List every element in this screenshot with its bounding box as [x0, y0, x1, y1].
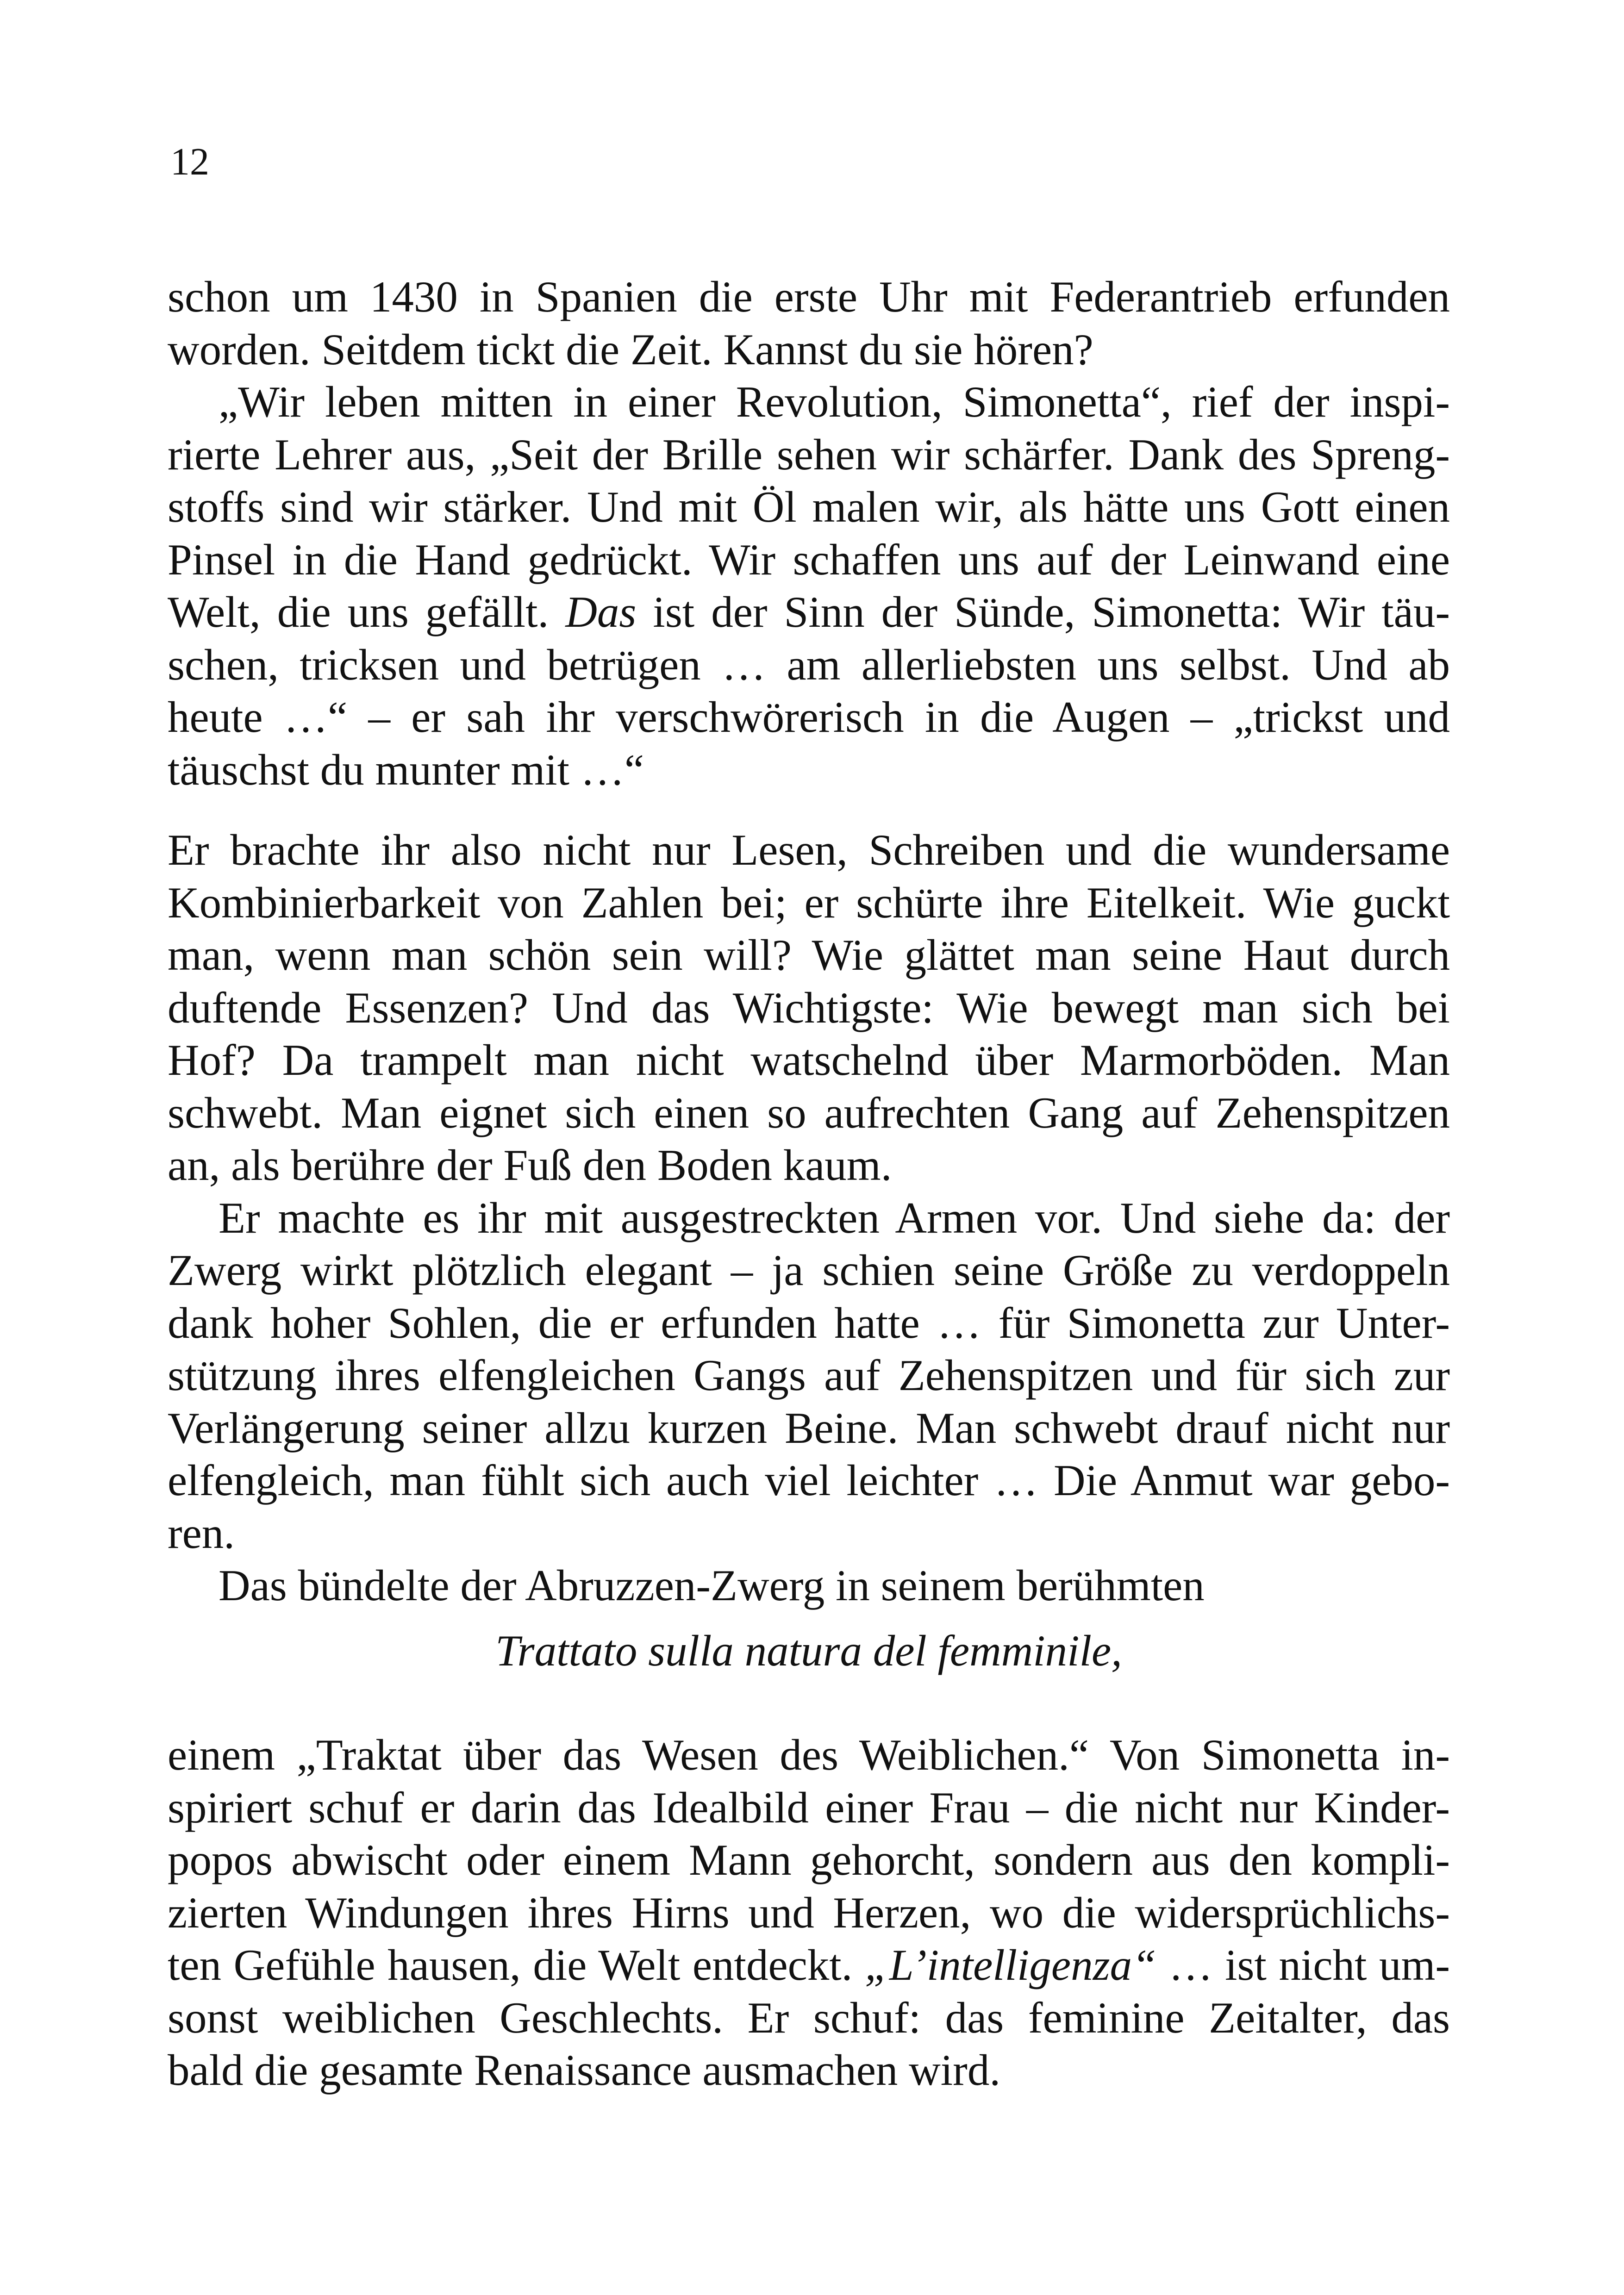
paragraph-4 — [168, 1192, 1450, 1560]
text-line: stoffs sind wir stärker. Und mit Öl malen wir, als hätte uns Gott einen — [168, 482, 1450, 531]
emphasis-intelligenza: „L’intelligenza“ — [865, 1940, 1156, 1989]
text-line: zierten Windungen ihres Hirns und Herzen, wo die widersprüchlichs- — [168, 1888, 1450, 1937]
text-block-upper — [168, 271, 1450, 796]
text-run: ten Gefühle hausen, die Welt entdeckt. — [168, 1940, 865, 1989]
text-line — [168, 586, 1450, 639]
text-line: Er machte es ihr mit ausgestreckten Armen vor. Und siehe da: der — [219, 1193, 1450, 1242]
text-line: ren. — [168, 1508, 235, 1558]
text-line — [168, 1939, 1450, 1992]
text-line: man, wenn man schön sein will? Wie glättet man seine Haut durch — [168, 930, 1450, 979]
text-line: an, als berühre der Fuß den Boden kaum. — [168, 1141, 892, 1190]
text-run: ist der Sinn der Sünde, Simonetta: Wir täu- — [636, 587, 1450, 636]
work-title: Trattato sulla natura del femminile, — [495, 1626, 1122, 1675]
text-line: Hof? Da trampelt man nicht watschelnd über Marmorböden. Man — [168, 1035, 1450, 1085]
text-run: … ist nicht um- — [1156, 1940, 1450, 1989]
text-line: elfengleich, man fühlt sich auch viel leichter … Die Anmut war gebo- — [168, 1456, 1450, 1505]
paragraph-2 — [168, 376, 1450, 796]
paragraph-3 — [168, 824, 1450, 1192]
text-line: einem „Traktat über das Wesen des Weiblichen.“ Von Simonetta in- — [168, 1730, 1450, 1779]
text-line: Pinsel in die Hand gedrückt. Wir schaffen uns auf der Leinwand eine — [168, 535, 1450, 584]
text-block-lower — [168, 1729, 1450, 2097]
text-line: schon um 1430 in Spanien die erste Uhr mit Federantrieb erfunden — [168, 272, 1450, 321]
paragraph-6 — [168, 1729, 1450, 2097]
text-line: Verlängerung seiner allzu kurzen Beine. Man schwebt drauf nicht nur — [168, 1403, 1450, 1453]
text-line: stützung ihres elfengleichen Gangs auf Zehenspitzen und für sich zur — [168, 1351, 1450, 1400]
text-line: Zwerg wirkt plötzlich elegant – ja schien seine Größe zu verdoppeln — [168, 1246, 1450, 1295]
text-line: täuschst du munter mit …“ — [168, 745, 644, 794]
text-line: schwebt. Man eignet sich einen so aufrechten Gang auf Zehenspitzen — [168, 1088, 1450, 1137]
paragraph-5 — [168, 1559, 1450, 1612]
text-line: heute …“ – er sah ihr verschwörerisch in die Augen – „trickst und — [168, 692, 1450, 742]
text-line: rierte Lehrer aus, „Seit der Brille sehen wir schärfer. Dank des Spreng- — [168, 430, 1450, 479]
text-block-middle — [168, 824, 1450, 1612]
paragraph-1 — [168, 271, 1450, 376]
text-line: Kombinierbarkeit von Zahlen bei; er schürte ihre Eitelkeit. Wie guckt — [168, 878, 1450, 927]
text-run: Welt, die uns gefällt. — [168, 587, 566, 636]
emphasis-das: Das — [565, 587, 637, 636]
text-line: Das bündelte der Abruzzen-Zwerg in seinem berühmten — [219, 1561, 1205, 1610]
text-line: schen, tricksen und betrügen … am allerliebsten uns selbst. Und ab — [168, 640, 1450, 689]
text-line: spiriert schuf er darin das Idealbild einer Frau – die nicht nur Kinder- — [168, 1783, 1450, 1832]
text-line: sonst weiblichen Geschlechts. Er schuf: das feminine Zeitalter, das — [168, 1993, 1450, 2042]
text-line: dank hoher Sohlen, die er erfunden hatte … für Simonetta zur Unter- — [168, 1298, 1450, 1347]
text-line: bald die gesamte Renaissance ausmachen wird. — [168, 2046, 1001, 2095]
text-line: „Wir leben mitten in einer Revolution, Simonetta“, rief der inspi- — [219, 377, 1450, 426]
text-line: popos abwischt oder einem Mann gehorcht, sondern aus den kompli- — [168, 1835, 1450, 1884]
text-line: Er brachte ihr also nicht nur Lesen, Schreiben und die wundersame — [168, 825, 1450, 874]
page-number: 12 — [170, 140, 209, 183]
text-line: worden. Seitdem tickt die Zeit. Kannst du sie hören? — [168, 324, 1093, 374]
text-line: duftende Essenzen? Und das Wichtigste: Wie bewegt man sich bei — [168, 983, 1450, 1032]
